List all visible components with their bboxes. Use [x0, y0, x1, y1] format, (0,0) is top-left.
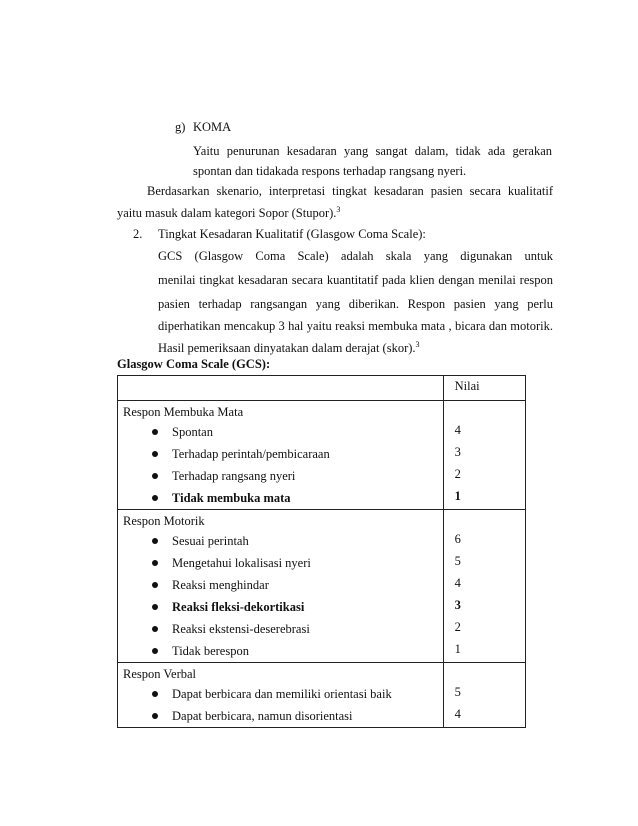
item-value: 5 [454, 685, 461, 699]
group-cell-verbal [118, 663, 444, 728]
group-title-motor: Respon Motorik [123, 514, 205, 528]
list-item [118, 465, 443, 487]
value-cell-verbal [443, 663, 525, 728]
group-cell-motor [118, 510, 444, 663]
item-label: Mengetahui lokalisasi nyeri [172, 556, 311, 570]
group-title-verbal: Respon Verbal [123, 667, 197, 681]
header-empty-cell [118, 376, 444, 401]
bullet-icon [152, 626, 158, 632]
list-item [118, 421, 443, 443]
item-value: 5 [454, 554, 461, 568]
table-header-row [118, 376, 526, 401]
group-row-verbal [118, 663, 526, 728]
list-item [118, 705, 443, 727]
nilai-header: Nilai [454, 379, 480, 393]
bullet-icon [152, 560, 158, 566]
list-marker-g: g) [175, 120, 186, 134]
bullet-icon [152, 604, 158, 610]
item-label: Tidak membuka mata [172, 491, 291, 505]
bullet-icon [152, 473, 158, 479]
header-value-cell [443, 376, 525, 401]
list-marker-2: 2. [133, 227, 143, 241]
group-row-motor [118, 510, 526, 663]
koma-description-line-2: spontan dan tidakada respons terhadap rangsang nyeri. [193, 164, 467, 178]
item-value: 4 [454, 423, 461, 437]
item-value: 1 [454, 489, 461, 503]
item-label: Sesuai perintah [172, 534, 249, 548]
bullet-icon [152, 429, 158, 435]
list-item [118, 574, 443, 596]
value-cell-eye [443, 401, 525, 510]
bullet-icon [152, 582, 158, 588]
list-item [118, 596, 443, 618]
gcs-description-line-5 [158, 340, 420, 356]
gcs-description-line-1: GCS (Glasgow Coma Scale) adalah skala yang digunakan untuk [158, 249, 553, 263]
section-title-gcs: Tingkat Kesadaran Kualitatif (Glasgow Coma Scale): [158, 227, 426, 241]
item-label: Tidak berespon [172, 644, 249, 658]
list-item [118, 552, 443, 574]
item-label: Terhadap perintah/pembicaraan [172, 447, 330, 461]
gcs-table [117, 375, 526, 728]
item-label: Reaksi menghindar [172, 578, 269, 592]
bullet-icon [152, 713, 158, 719]
list-item [118, 683, 443, 705]
list-item [118, 530, 443, 552]
item-value: 2 [454, 467, 461, 481]
value-cell-motor [443, 510, 525, 663]
gcs-description-line-2: menilai tingkat kesadaran secara kuantitatif pada klien dengan menilai respon [158, 273, 553, 287]
item-label: Terhadap rangsang nyeri [172, 469, 296, 483]
koma-description-line-1: Yaitu penurunan kesadaran yang sangat dalam, tidak ada gerakan [193, 144, 552, 158]
gcs-description-line-3: pasien terhadap rangsangan yang diberikan. Respon pasien yang perlu [158, 297, 553, 311]
table-heading: Glasgow Coma Scale (GCS): [117, 357, 271, 371]
group-title-eye: Respon Membuka Mata [123, 405, 244, 419]
item-label: Reaksi fleksi-dekortikasi [172, 600, 305, 614]
paragraph-1-text: yaitu masuk dalam kategori Sopor (Stupor). [117, 206, 337, 220]
bullet-icon [152, 648, 158, 654]
list-item [118, 487, 443, 509]
item-label: Spontan [172, 425, 213, 439]
list-item [118, 443, 443, 465]
gcs-description-line-4: diperhatikan mencakup 3 hal yaitu reaksi membuka mata , bicara dan motorik. [158, 319, 553, 333]
koma-title: KOMA [193, 120, 232, 134]
bullet-icon [152, 451, 158, 457]
item-label: Dapat berbicara dan memiliki orientasi baik [172, 687, 392, 701]
group-cell-eye [118, 401, 444, 510]
item-label: Dapat berbicara, namun disorientasi [172, 709, 353, 723]
item-value: 6 [454, 532, 461, 546]
bullet-icon [152, 538, 158, 544]
paragraph-1-line-1: Berdasarkan skenario, interpretasi tingkat kesadaran pasien secara kualitatif [147, 184, 553, 198]
citation-superscript: 3 [415, 340, 420, 349]
item-value: 2 [454, 620, 461, 634]
bullet-icon [152, 495, 158, 501]
item-value: 1 [454, 642, 461, 656]
group-row-eye [118, 401, 526, 510]
list-item [118, 618, 443, 640]
list-item [118, 640, 443, 662]
citation-superscript: 3 [336, 205, 341, 214]
gcs-description-text: Hasil pemeriksaan dinyatakan dalam derajat (skor). [158, 341, 416, 355]
bullet-icon [152, 691, 158, 697]
paragraph-1-line-2 [117, 205, 340, 221]
item-value: 3 [454, 598, 461, 612]
item-value: 4 [454, 576, 461, 590]
item-value: 3 [454, 445, 461, 459]
item-label: Reaksi ekstensi-deserebrasi [172, 622, 310, 636]
item-value: 4 [454, 707, 461, 721]
